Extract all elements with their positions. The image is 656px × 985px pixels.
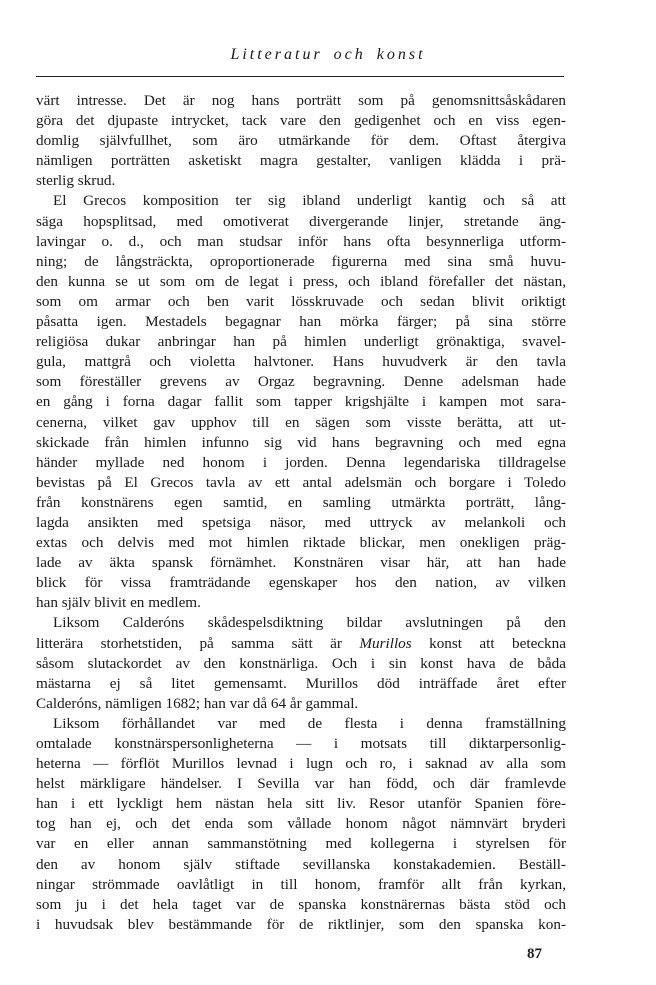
text-line: litterära storhetstiden, på samma sätt är Murillos konst att beteckna [36, 634, 566, 652]
text-line: händer myllade ned honom i jorden. Denna legendariska tilldragelse [36, 453, 566, 471]
text-line: var en eller annan sammanstötning med kollegerna i styrelsen för [36, 835, 566, 853]
text-line: som om armar och ben varit lösskruvade och sedan blivit oriktigt [36, 292, 566, 310]
text-line: lagda ansikten med spetsiga näsor, med uttryck av melankoli och [36, 513, 566, 531]
text-line: blick för vissa framträdande egenskaper hos den nation, av vilken [36, 574, 566, 592]
text-line: domlig självfullhet, som äro utmärkande för dem. Oftast återgiva [36, 132, 566, 150]
text-line: tog han ej, och det enda som vållade honom något nämnvärt bryderi [36, 815, 566, 833]
text-line: mästarna ej så litet gemensamt. Murillos död inträffade året efter [36, 674, 566, 692]
text-line: en gång i forna dagar fallit som tapper krigshjälte i kampen mot sara- [36, 393, 566, 411]
text-line: lavingar o. d., och man studsar inför hans ofta besynnerliga utform- [36, 232, 566, 250]
text-line: den av honom själv stiftade sevillanska konstakademien. Beställ- [36, 855, 566, 873]
text-line: han själv blivit en medlem. [36, 594, 201, 612]
text-line: Calderóns, nämligen 1682; han var då 64 år gammal. [36, 694, 359, 712]
text-line: den kunna se ut som om de legat i press, och ibland förefaller det nästan, [36, 272, 566, 290]
text-line: som föreställer grevens av Orgaz begravning. Denne adelsman hade [36, 373, 566, 391]
text-line: ningar strömmade oavlåtligt in till honom, framför allt från kyrkan, [36, 875, 566, 893]
text-line: Liksom förhållandet var med de flesta i denna framställning [53, 714, 566, 732]
page-number: 87 [527, 946, 542, 962]
text-line: omtalade konstnärspersonligheterna — i motsats till diktarpersonlig- [36, 735, 566, 752]
text-line: skickade från himlen infunno sig vid hans begravning och med egna [36, 433, 566, 451]
text-line: han i ett lyckligt hem nästan hela sitt liv. Resor utanför Spanien före- [36, 795, 566, 813]
text-line: cenerna, vilket gav upphov till en sägen som visste berätta, att ut- [36, 413, 566, 431]
text-line: såsom slutackordet av den konstnärliga. Och i sin konst hava de båda [36, 654, 566, 672]
text-line: El Grecos komposition ter sig ibland underligt kantig och så att [53, 192, 566, 210]
text-line: göra det djupaste intrycket, tack vare den gedigenhet och en viss egen- [36, 112, 566, 130]
body-text [36, 91, 566, 935]
text-line: i huvudsak blev bestämmande för de riktlinjer, som den spanska kon- [36, 915, 566, 933]
text-line: från konstnärens egen samtid, en samling utmärkta porträtt, lång- [36, 493, 566, 511]
header-rule [36, 76, 564, 77]
text-line: värt intresse. Det är nog hans porträtt som på genomsnittsåskådaren [36, 92, 566, 109]
text-line: nämligen porträtten asketiskt magra gestalter, vanligen klädda i prä- [36, 152, 566, 170]
running-head: Litteratur och konst [230, 46, 426, 63]
text-line: extas och delvis med mot himlen riktade blickar, men onekligen präg- [36, 534, 566, 552]
text-line: lade av äkta spansk förnämhet. Konstnären visar här, att han hade [36, 554, 566, 572]
text-line: påsatta igen. Mestadels begagnar han mörka färger; på sina större [36, 313, 566, 331]
text-line: religiösa dukar anbringar han på himlen underligt grönaktiga, svavel- [36, 333, 566, 351]
text-line: helst märkligare händelser. I Sevilla var han född, och där framlevde [36, 775, 566, 793]
text-line: som ju i det hela taget var de spanska konstnärernas bästa stöd och [36, 895, 566, 913]
text-line: Liksom Calderóns skådespelsdiktning bildar avslutningen på den [53, 614, 566, 632]
text-line: ning; de långsträckta, oproportionerade figurerna med sina små huvu- [36, 252, 566, 270]
text-line: gula, mattgrå och violetta halvtoner. Hans huvudverk är den tavla [36, 353, 566, 371]
text-line: säga hopsplitsad, med omotiverat divergerande linjer, stretande äng- [36, 212, 566, 230]
text-line: heterna — förflöt Murillos levnad i lugn och ro, i saknad av alla som [36, 755, 566, 773]
text-line: sterlig skrud. [36, 172, 116, 190]
text-line: bevistas på El Grecos tavla av ett antal adelsmän och borgare i Toledo [36, 473, 566, 491]
